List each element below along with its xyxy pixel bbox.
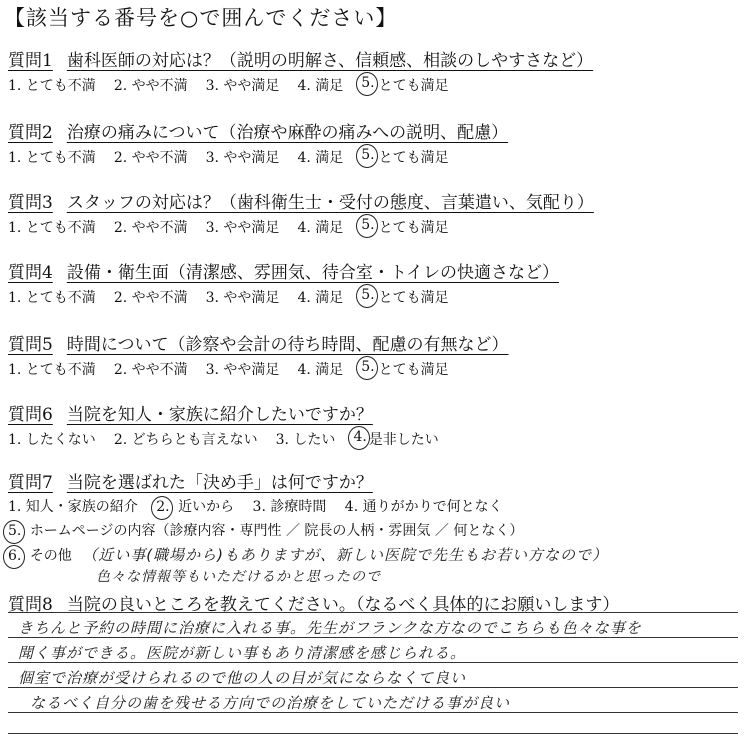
answer-options bbox=[8, 147, 743, 167]
question-text: スタッフの対応は？（歯科衛生士・受付の態度、言葉遣い、気配り） bbox=[66, 193, 594, 213]
option-number: 5. bbox=[361, 287, 375, 303]
question-title bbox=[8, 188, 743, 213]
handwritten-answer-cont: 色々な情報等もいただけるかと思ったので bbox=[96, 569, 381, 585]
question-2 bbox=[8, 118, 743, 167]
question-6 bbox=[8, 400, 743, 449]
option-5[interactable] bbox=[361, 75, 374, 95]
answer-options bbox=[8, 429, 743, 449]
option-1[interactable]: 1. とても不満 bbox=[8, 150, 96, 166]
option-5-label: とても満足 bbox=[378, 220, 449, 236]
option-2[interactable]: 2. やや不満 bbox=[113, 150, 188, 166]
option-4[interactable]: 4. 通りがかりで何となく bbox=[344, 499, 503, 515]
selection-circle bbox=[348, 426, 370, 450]
selection-circle bbox=[151, 496, 173, 520]
handwritten-line-2: 聞く事ができる。医院が新しい事もあり清潔感を感じられる。 bbox=[18, 644, 467, 662]
option-4[interactable]: 4. 満足 bbox=[297, 362, 344, 378]
answer-options bbox=[8, 359, 743, 379]
option-5[interactable] bbox=[361, 217, 374, 237]
option-1[interactable]: 1. とても不満 bbox=[8, 78, 96, 94]
question-1 bbox=[8, 46, 743, 95]
question-text: 当院を選ばれた「決め手」は何ですか？ bbox=[66, 473, 373, 493]
option-1[interactable]: 1. したくない bbox=[8, 432, 96, 448]
question-number: 質問3 bbox=[8, 193, 53, 213]
question-5 bbox=[8, 330, 743, 379]
answer-options bbox=[8, 287, 743, 307]
answer-options bbox=[8, 75, 743, 95]
option-number: 5. bbox=[8, 523, 22, 539]
option-2[interactable]: 2. やや不満 bbox=[113, 220, 188, 236]
question-title bbox=[8, 118, 743, 143]
option-4[interactable]: 4. 満足 bbox=[297, 290, 344, 306]
option-5-label: とても満足 bbox=[378, 78, 449, 94]
question-text: 当院の良いところを教えてください。（なるべく具体的にお願いします） bbox=[66, 595, 620, 615]
option-5-label: とても満足 bbox=[378, 150, 449, 166]
option-number: 5. bbox=[361, 359, 375, 375]
selection-circle bbox=[356, 356, 378, 380]
question-number: 質問6 bbox=[8, 405, 53, 425]
option-5-label: とても満足 bbox=[378, 362, 449, 378]
answer-line bbox=[8, 612, 738, 613]
selection-circle bbox=[356, 144, 378, 168]
question-title bbox=[8, 258, 743, 283]
option-3[interactable]: 3. したい bbox=[275, 432, 336, 448]
question-number: 質問1 bbox=[8, 51, 53, 71]
option-2[interactable]: 2. やや不満 bbox=[113, 78, 188, 94]
answer-options bbox=[8, 217, 743, 237]
option-1[interactable]: 1. とても不満 bbox=[8, 290, 96, 306]
option-3[interactable]: 3. やや満足 bbox=[205, 290, 280, 306]
handwritten-line-1: きちんと予約の時間に治療に入れる事。先生がフランクな方なのでこちらも色々な事を bbox=[18, 619, 642, 637]
option-number: 4. bbox=[353, 429, 367, 445]
answer-line bbox=[8, 733, 738, 734]
handwritten-line-4: なるべく自分の歯を残せる方向での治療をしていただける事が良い bbox=[30, 694, 511, 712]
option-6[interactable] bbox=[8, 548, 21, 564]
question-text: 当院を知人・家族に紹介したいですか？ bbox=[66, 405, 373, 425]
option-2[interactable]: 2. やや不満 bbox=[113, 290, 188, 306]
option-number: 5. bbox=[361, 147, 375, 163]
question-title bbox=[8, 468, 743, 493]
option-3[interactable]: 3. やや満足 bbox=[205, 150, 280, 166]
selection-circle bbox=[356, 72, 378, 96]
selection-circle bbox=[356, 214, 378, 238]
question-number: 質問2 bbox=[8, 123, 53, 143]
option-number: 2. bbox=[156, 499, 170, 515]
selection-circle bbox=[3, 545, 25, 569]
q7-row-1 bbox=[8, 496, 517, 516]
question-number: 質問8 bbox=[8, 595, 53, 615]
question-title bbox=[8, 400, 743, 425]
selection-circle bbox=[3, 520, 25, 544]
option-5[interactable] bbox=[361, 147, 374, 167]
option-1[interactable]: 1. 知人・家族の紹介 bbox=[8, 499, 138, 515]
handwritten-answer: （近い事(職場から)もありますが、新しい医院で先生もお若い方なので） bbox=[82, 546, 608, 564]
option-2[interactable] bbox=[156, 499, 169, 515]
option-4[interactable]: 4. 満足 bbox=[297, 78, 344, 94]
question-text: 歯科医師の対応は？（説明の明解さ、信頼感、相談のしやすさなど） bbox=[66, 51, 594, 71]
question-3 bbox=[8, 188, 743, 237]
question-text: 時間について（診察や会計の待ち時間、配慮の有無など） bbox=[66, 335, 509, 355]
question-title bbox=[8, 330, 743, 355]
option-4[interactable]: 4. 満足 bbox=[297, 150, 344, 166]
option-3[interactable]: 3. 診療時間 bbox=[252, 499, 327, 515]
question-number: 質問7 bbox=[8, 473, 53, 493]
question-7 bbox=[8, 468, 743, 493]
option-6-label: その他 bbox=[29, 548, 72, 564]
option-3[interactable]: 3. やや満足 bbox=[205, 78, 280, 94]
option-4-label: 是非したい bbox=[368, 432, 439, 448]
option-3[interactable]: 3. やや満足 bbox=[205, 362, 280, 378]
option-5-label: ホームページの内容（診療内容・専門性 ／ 院長の人柄・雰囲気 ／ 何となく） bbox=[29, 523, 524, 539]
option-number: 5. bbox=[361, 217, 375, 233]
option-2[interactable]: 2. どちらとも言えない bbox=[113, 432, 258, 448]
option-5[interactable] bbox=[8, 523, 21, 539]
option-1[interactable]: 1. とても不満 bbox=[8, 220, 96, 236]
question-4 bbox=[8, 258, 743, 307]
q7-row-3 bbox=[8, 544, 608, 565]
question-number: 質問4 bbox=[8, 263, 53, 283]
q7-row-2 bbox=[8, 520, 523, 540]
option-2[interactable]: 2. やや不満 bbox=[113, 362, 188, 378]
question-text: 治療の痛みについて（治療や麻酔の痛みへの説明、配慮） bbox=[66, 123, 509, 143]
option-4[interactable] bbox=[353, 429, 366, 449]
handwritten-line-3: 個室で治療が受けられるので他の人の目が気にならなくて良い bbox=[18, 669, 467, 687]
question-text: 設備・衛生面（清潔感、雰囲気、待合室・トイレの快適さなど） bbox=[66, 263, 559, 283]
question-title bbox=[8, 46, 743, 71]
option-number: 6. bbox=[8, 548, 22, 564]
option-5[interactable] bbox=[361, 359, 374, 379]
option-1[interactable]: 1. とても不満 bbox=[8, 362, 96, 378]
selection-circle bbox=[356, 284, 378, 308]
option-5-label: とても満足 bbox=[378, 290, 449, 306]
option-5[interactable] bbox=[361, 287, 374, 307]
option-4[interactable]: 4. 満足 bbox=[297, 220, 344, 236]
option-2-label: 近いから bbox=[178, 499, 235, 515]
question-number: 質問5 bbox=[8, 335, 53, 355]
page-title: 【該当する番号を○で囲んでください】 bbox=[4, 6, 398, 30]
option-number: 5. bbox=[361, 75, 375, 91]
option-3[interactable]: 3. やや満足 bbox=[205, 220, 280, 236]
